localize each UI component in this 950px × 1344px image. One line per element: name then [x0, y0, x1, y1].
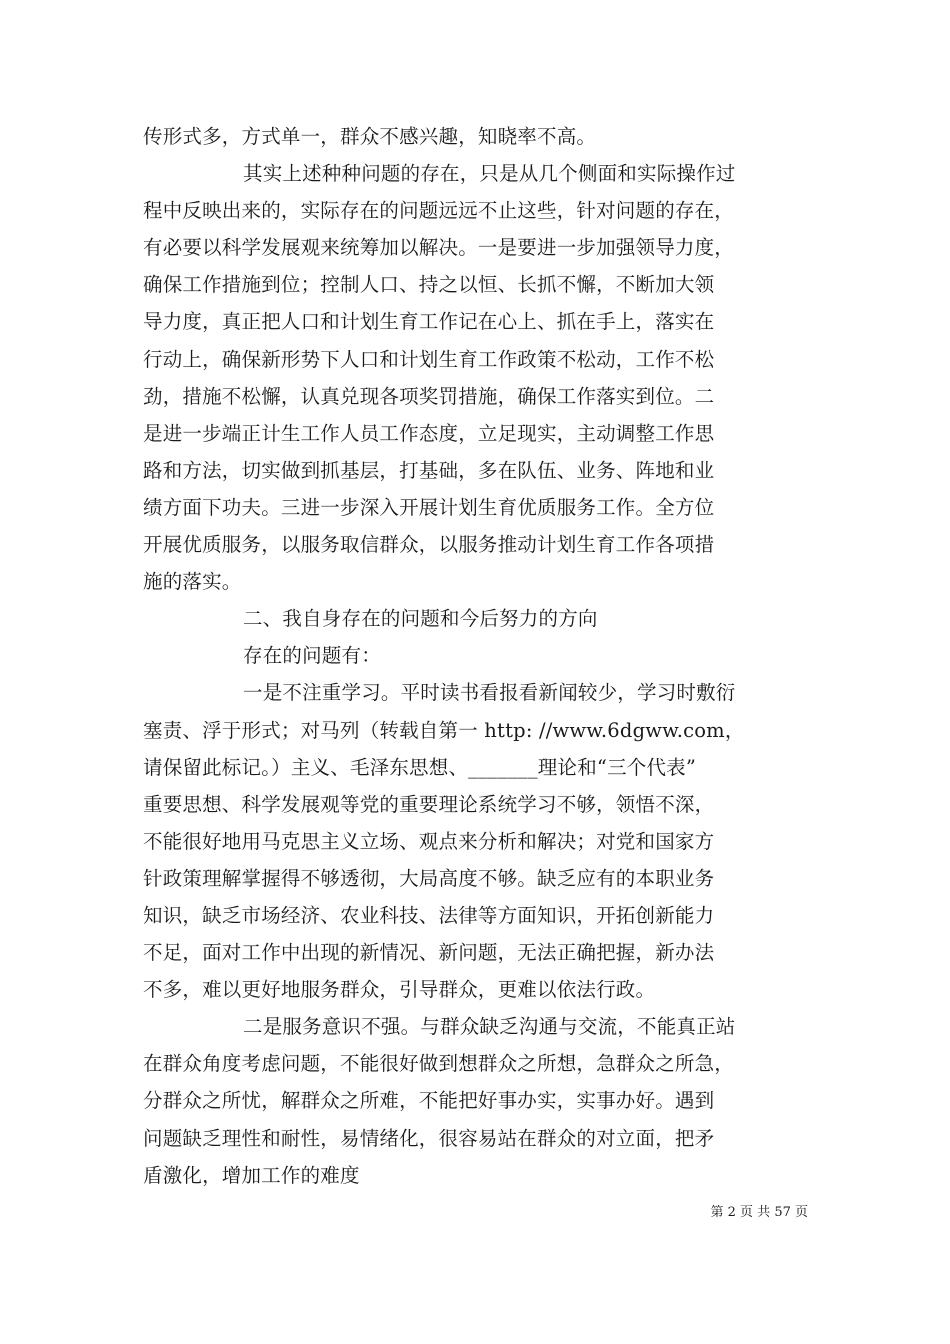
paragraph-start-line: 一是不注重学习。平时读书看报看新闻较少，学习时敷衍 — [243, 681, 736, 705]
text-line: 请保留此标记。）主义、毛泽东思想、_______理论和“三个代表” — [143, 755, 697, 779]
text-line: 知识，缺乏市场经济、农业科技、法律等方面知识，开拓创新能力 — [143, 903, 715, 927]
text-line: 重要思想、科学发展观等党的重要理论系统学习不够，领悟不深， — [143, 792, 715, 816]
text-line: 问题缺乏理性和耐性，易情绪化，很容易站在群众的对立面，把矛 — [143, 1126, 715, 1150]
text-line: 是进一步端正计生工作人员工作态度，立足现实，主动调整工作思 — [143, 421, 715, 445]
text-line: 塞责、浮于形式；对马列（转载自第一 http: //www.6dgww.com， — [143, 718, 745, 742]
body-text — [143, 118, 808, 1194]
text-line: 在群众角度考虑问题，不能很好做到想群众之所想，急群众之所急， — [143, 1052, 735, 1076]
text-line: 施的落实。 — [143, 570, 242, 594]
text-line: 绩方面下功夫。三进一步深入开展计划生育优质服务工作。全方位 — [143, 495, 715, 519]
text-line: 路和方法，切实做到抓基层，打基础，多在队伍、业务、阵地和业 — [143, 458, 715, 482]
text-line: 传形式多，方式单一，群众不感兴趣，知晓率不高。 — [143, 125, 597, 148]
text-line: 不多，难以更好地服务群众，引导群众，更难以依法行政。 — [143, 978, 656, 1002]
text-line: 劲，措施不松懈，认真兑现各项奖罚措施，确保工作落实到位。二 — [143, 384, 715, 408]
text-line: 分群众之所忧，解群众之所难，不能把好事办实，实事办好。遇到 — [143, 1089, 715, 1113]
text-line: 开展优质服务，以服务取信群众，以服务推动计划生育工作各项措 — [143, 533, 715, 557]
text-line: 不能很好地用马克思主义立场、观点来分析和解决；对党和国家方 — [143, 829, 715, 853]
paragraph-start-line: 其实上述种种问题的存在，只是从几个侧面和实际操作过 — [243, 162, 736, 186]
text-line: 有必要以科学发展观来统筹加以解决。一是要进一步加强领导力度， — [143, 236, 735, 260]
paragraph-start-line: 二是服务意识不强。与群众缺乏沟通与交流，不能真正站 — [243, 1015, 736, 1039]
page-number-footer: 第 2 页 共 57 页 — [710, 1205, 808, 1220]
text-line: 不足，面对工作中出现的新情况、新问题，无法正确把握，新办法 — [143, 941, 715, 965]
text-line: 盾激化，增加工作的难度 — [143, 1163, 360, 1187]
text-line: 程中反映出来的，实际存在的问题远远不止这些，针对问题的存在， — [143, 199, 735, 223]
subheading-line: 存在的问题有： — [243, 644, 381, 668]
section-heading: 二、我自身存在的问题和今后努力的方向 — [243, 607, 598, 631]
text-line: 针政策理解掌握得不够透彻，大局高度不够。缺乏应有的本职业务 — [143, 866, 715, 890]
text-line: 行动上，确保新形势下人口和计划生育工作政策不松动，工作不松 — [143, 347, 715, 371]
text-line: 确保工作措施到位；控制人口、持之以恒、长抓不懈，不断加大领 — [143, 273, 715, 297]
text-line: 导力度，真正把人口和计划生育工作记在心上、抓在手上，落实在 — [143, 310, 715, 334]
